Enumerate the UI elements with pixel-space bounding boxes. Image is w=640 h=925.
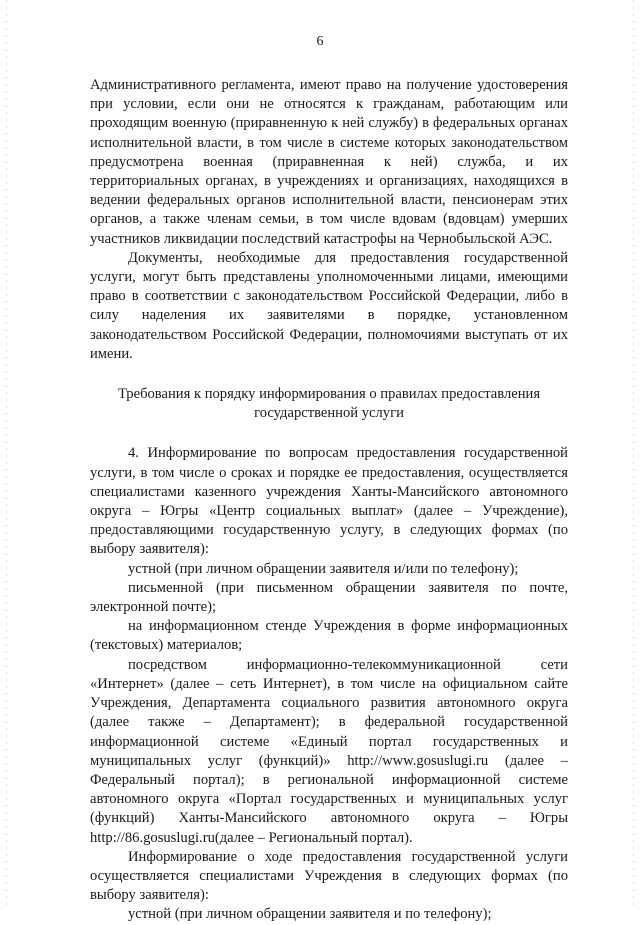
paragraph-progress-info: Информирование о ходе предоставления государственной услуги осуществляется специалистами Учреждения в следующих формах (по выбору заявителя): [90,848,568,904]
list-item-oral: устной (при личном обращении заявителя и/или по телефону); [128,560,519,577]
list-item-written: письменной (при письменном обращении заявителя по почте, электронной почте); [90,579,568,616]
document-body [90,76,568,925]
scan-edge-left [6,0,7,905]
scan-edge-right [633,0,634,905]
page-number: 6 [316,34,324,49]
paragraph-item-4: 4. Информирование по вопросам предоставления государственной услуги, в том числе о сроках и порядке ее предоставления, осуществляется специалистами казенного учреждения Ханты-Мансийского автономного округа – Югры «Центр социальных выплат» (далее – Учреждение), предоставляющими государственную услугу, в следующих формах (по выбору заявителя): [90,445,568,558]
list-item-internet: посредством информационно-телекоммуникационной сети «Интернет» (далее – сеть Интернет), в том числе на официальном сайте Учреждения, Департамента социального развития автономного округа (далее также – Департамент); в федеральной государственной информационной системе «Единый портал государственных и муниципальных услуг (функций)» http://www.gosuslugi.ru (далее – Федеральный портал); в региональной информационной системе автономного округа «Портал государственных и муниципальных услуг (функций) Ханты-Мансийского автономного округа – Югры http://86.gosuslugi.ru(далее – Региональный портал). [90,656,568,846]
paragraph-documents: Документы, необходимые для предоставления государственной услуги, могут быть представлены уполномоченными лицами, имеющими право в соответствии с законодательством Российской Федерации, либо в силу наделения их заявителями в порядке, установленном законодательством Российской Федерации, полномочиями выступать от их имени. [90,249,568,362]
section-heading: Требования к порядку информирования о правилах предоставления государственной услуги [117,386,541,422]
paragraph-continuation: Административного регламента, имеют право на получение удостоверения при условии, если они не относятся к гражданам, работающим или проходящим военную (приравненную к ней службу) в федеральных органах исполнительной власти, в том числе в системе которых законодательством предусмотрена военная (приравненная к ней) служба, и их территориальных органах, в учреждениях и организациях, находящихся в ведении федеральных органов исполнительной власти, пенсионерам этих органов, а также членам семьи, в том числе вдовам (вдовцам) умерших участников ликвидации последствий катастрофы на Чернобыльской АЭС. [90,77,568,247]
list-item-oral-progress: устной (при личном обращении заявителя и по телефону); [128,906,492,923]
list-item-stand: на информационном стенде Учреждения в форме информационных (текстовых) материалов; [90,618,568,654]
